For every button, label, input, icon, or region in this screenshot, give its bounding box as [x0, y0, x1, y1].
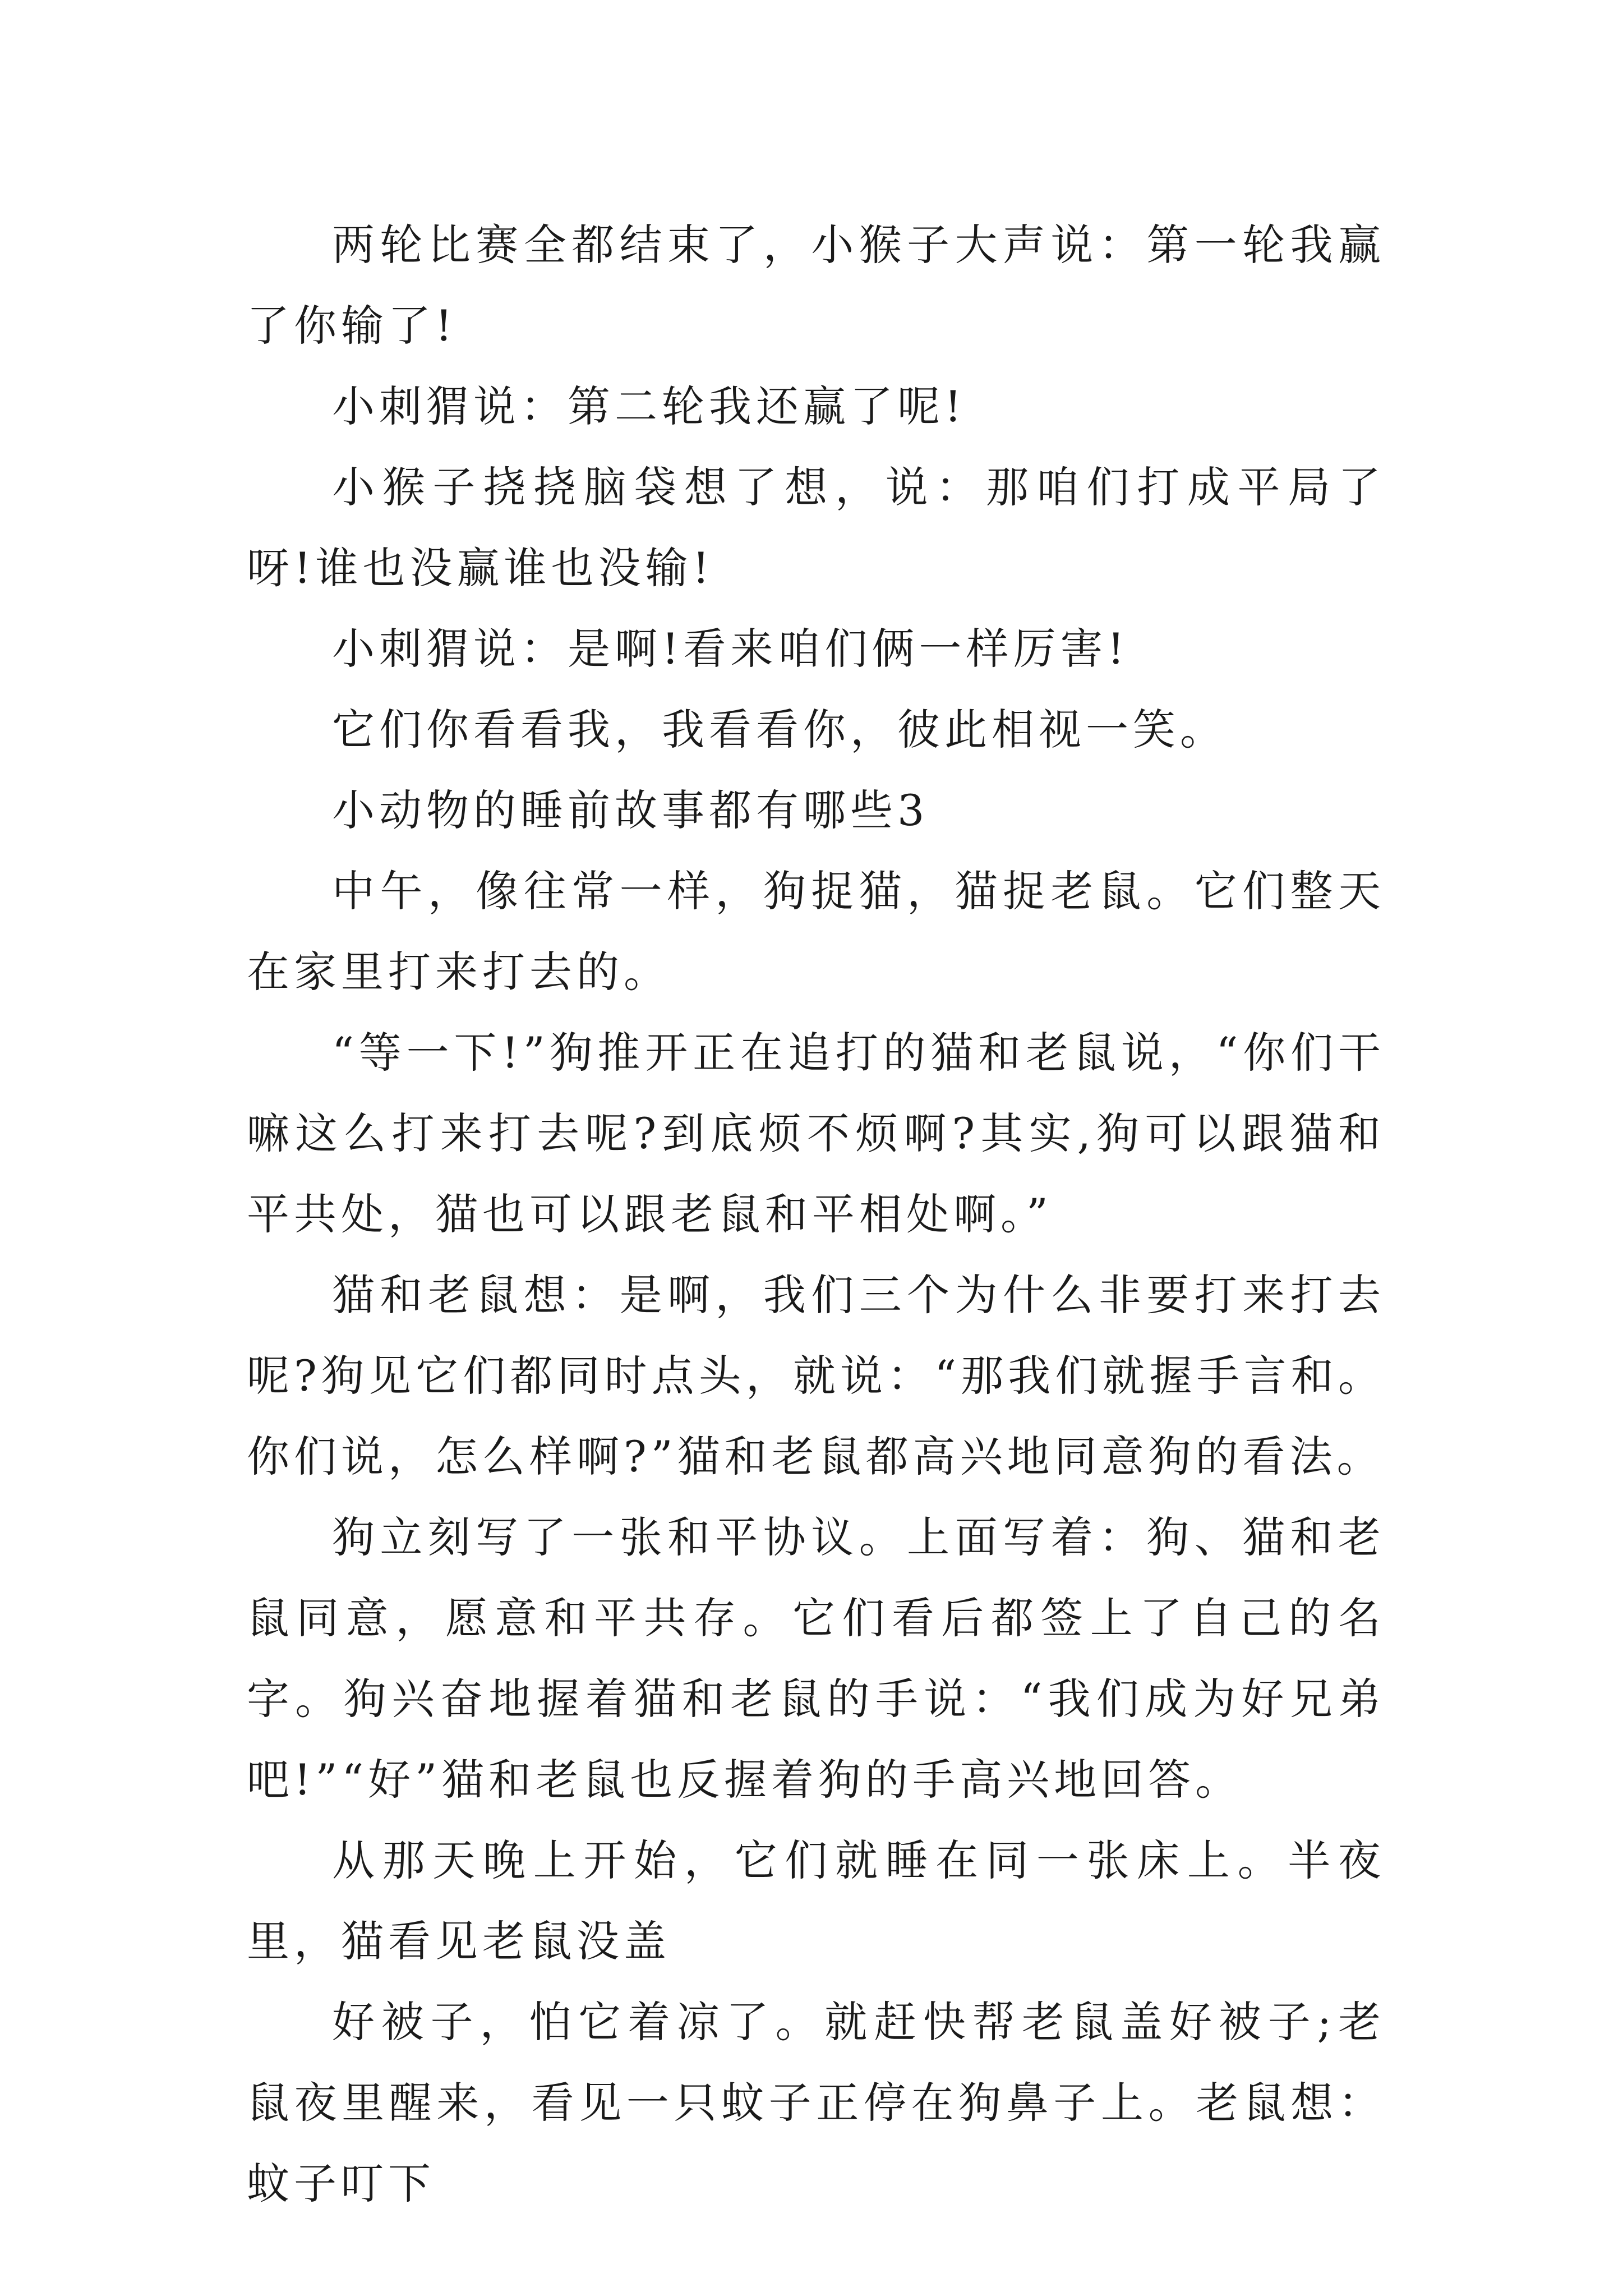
paragraph: “等一下!”狗推开正在追打的猫和老鼠说，“你们干嘛这么打来打去呢?到底烦不烦啊?其实,狗可以跟猫和平共处，猫也可以跟老鼠和平相处啊。”: [247, 1028, 1385, 1239]
document-body: [247, 205, 1385, 2224]
paragraph: 猫和老鼠想：是啊，我们三个为什么非要打来打去呢?狗见它们都同时点头，就说：“那我们就握手言和。你们说，怎么样啊?”猫和老鼠都高兴地同意狗的看法。: [247, 1270, 1385, 1481]
paragraph: 小刺猬说：是啊!看来咱们俩一样厉害!: [332, 624, 1129, 674]
paragraph: 从那天晚上开始，它们就睡在同一张床上。半夜里，猫看见老鼠没盖: [247, 1835, 1385, 1966]
paragraph: 好被子，怕它着凉了。就赶快帮老鼠盖好被子;老鼠夜里醒来，看见一只蚊子正停在狗鼻子上。老鼠想：蚊子叮下: [247, 1997, 1385, 2208]
section-title: 小动物的睡前故事都有哪些3: [332, 785, 929, 835]
paragraph: 它们你看看我，我看看你，彼此相视一笑。: [332, 705, 1227, 754]
paragraph: 小猴子挠挠脑袋想了想，说：那咱们打成平局了呀!谁也没赢谁也没输!: [247, 462, 1385, 593]
paragraph: 小刺猬说：第二轮我还赢了呢!: [332, 381, 966, 431]
paragraph: 狗立刻写了一张和平协议。上面写着：狗、猫和老鼠同意，愿意和平共存。它们看后都签上了自己的名字。狗兴奋地握着猫和老鼠的手说：“我们成为好兄弟吧!”“好”猫和老鼠也反握着狗的手高兴地回答。: [247, 1512, 1385, 1805]
paragraph: 两轮比赛全都结束了，小猴子大声说：第一轮我赢了你输了!: [247, 220, 1385, 351]
paragraph: 中午，像往常一样，狗捉猫，猫捉老鼠。它们整天在家里打来打去的。: [247, 866, 1385, 997]
